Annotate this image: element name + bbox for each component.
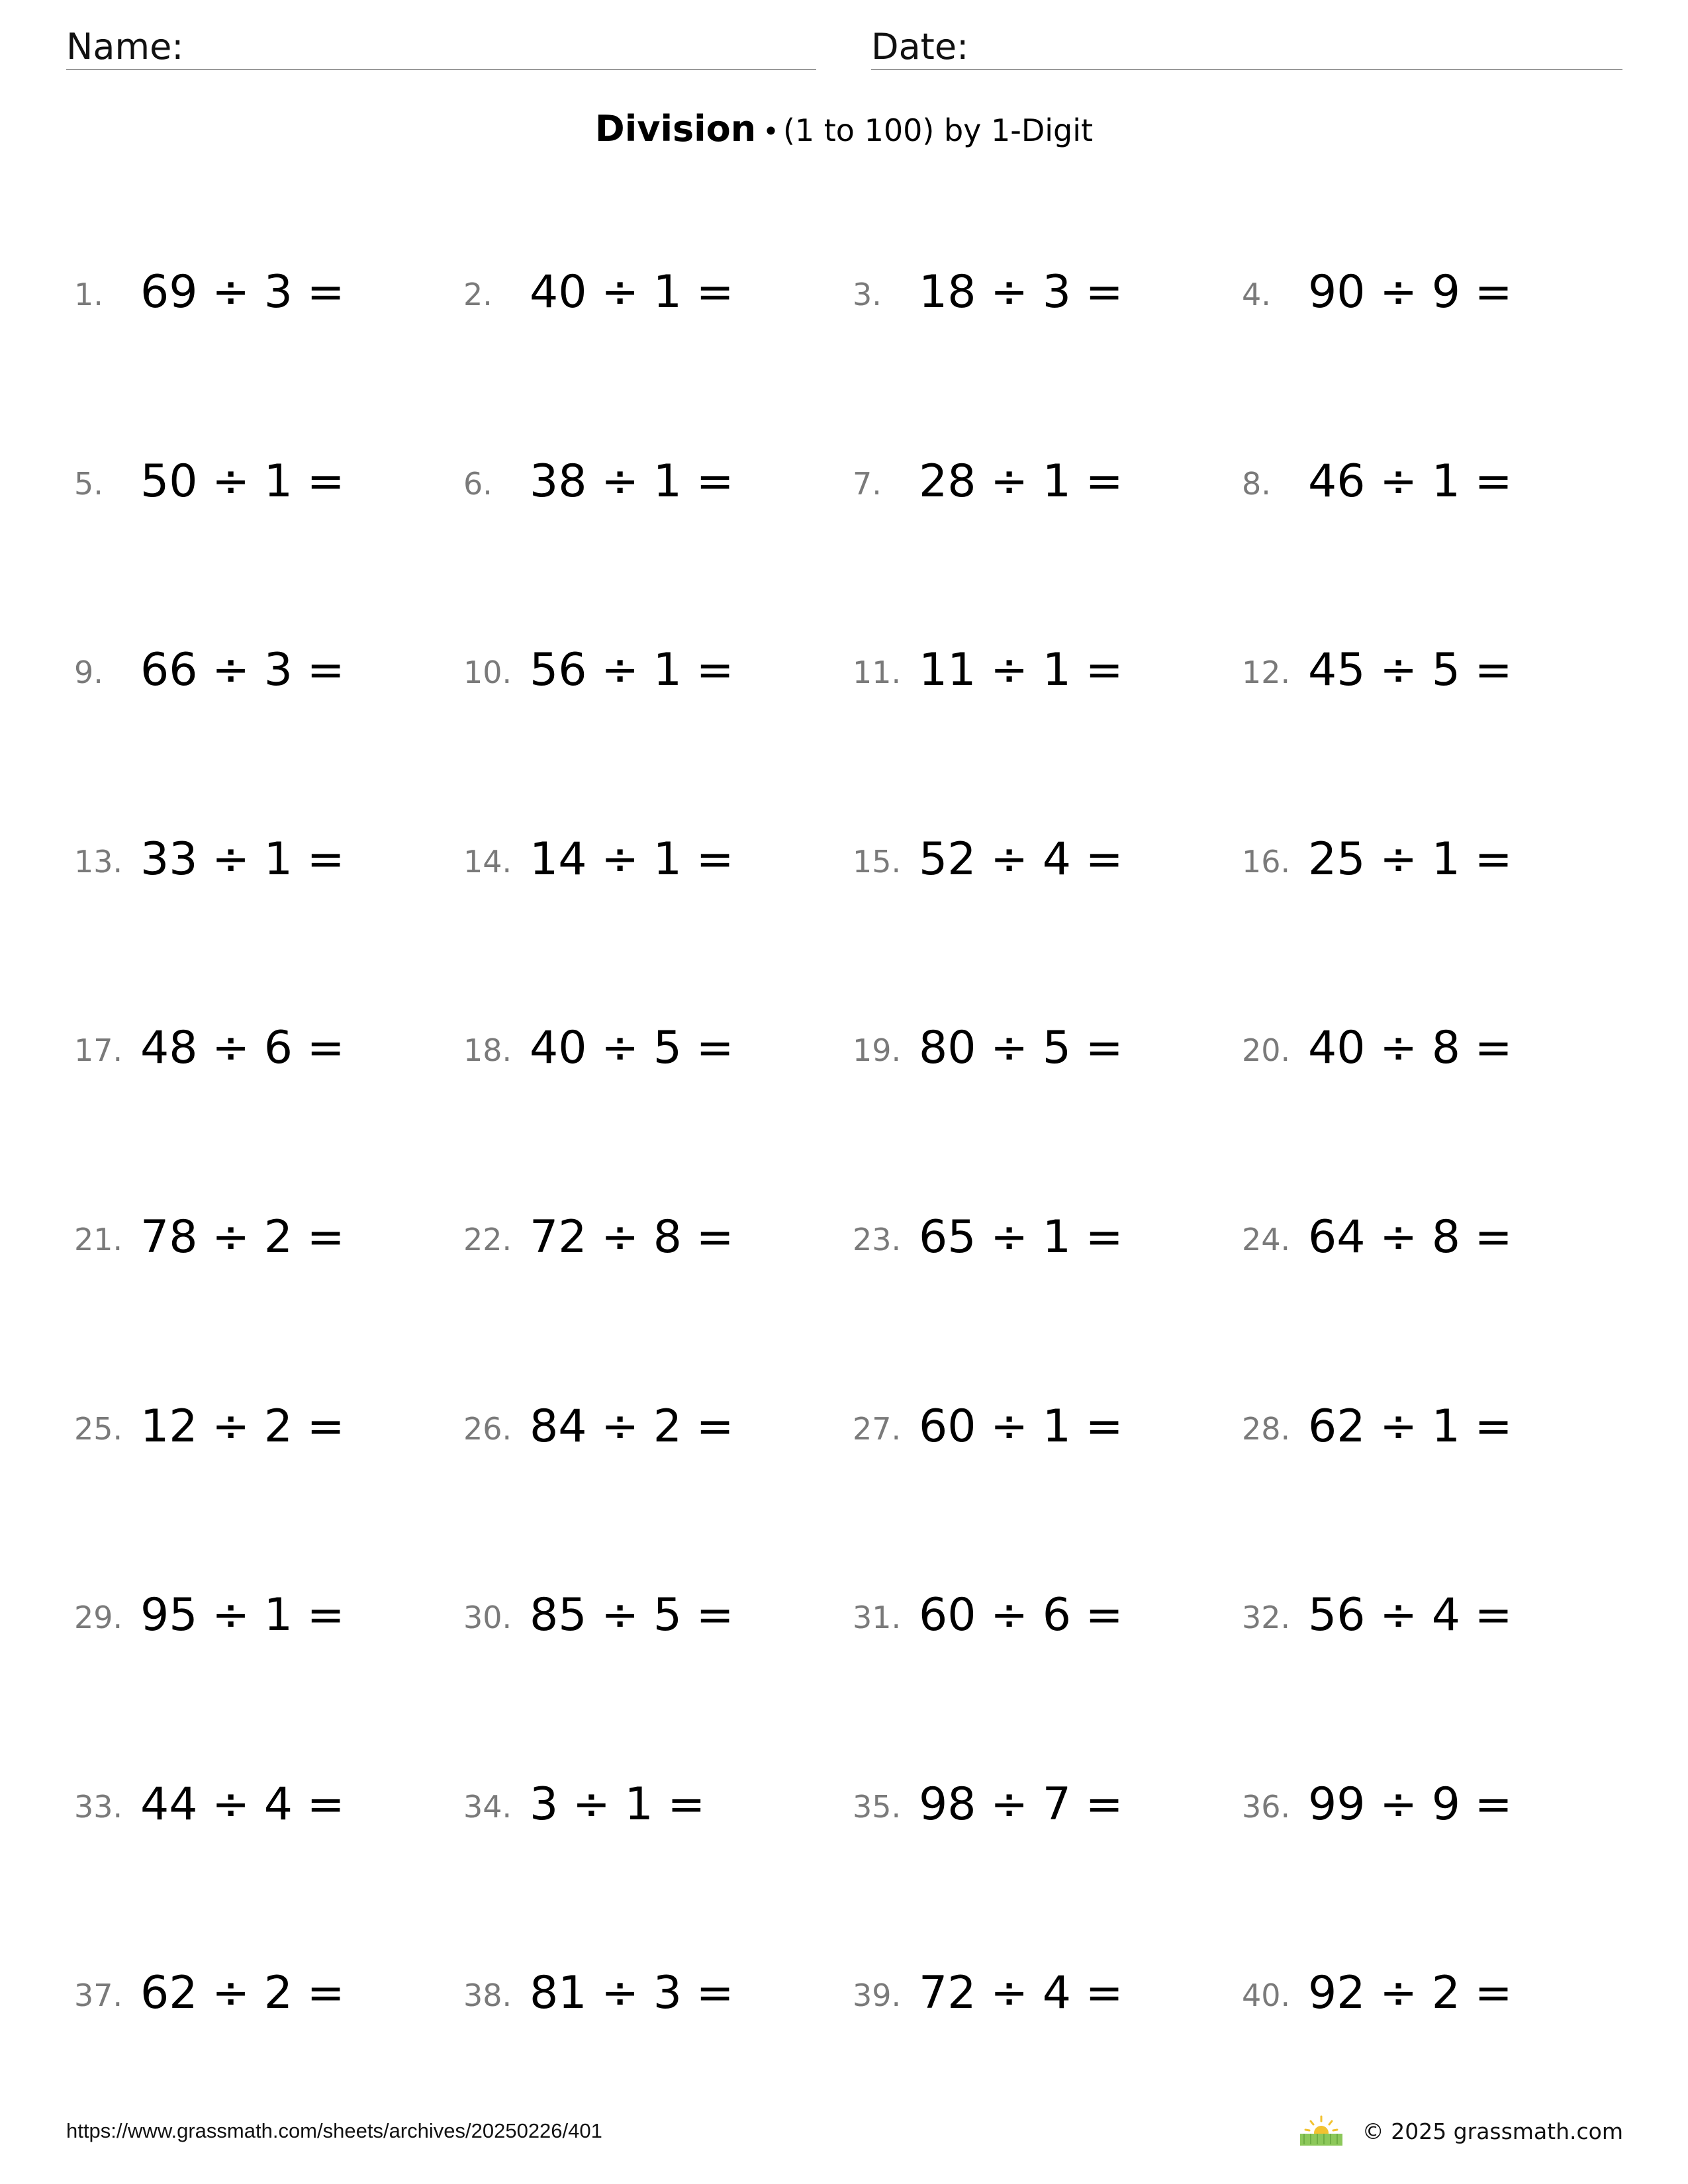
problem-expression: 98 ÷ 7 =: [919, 1778, 1123, 1831]
problem-number: 16.: [1242, 844, 1291, 880]
problem-number: 40.: [1242, 1978, 1291, 2013]
problem-number: 31.: [853, 1600, 902, 1635]
problem-expression: 40 ÷ 1 =: [530, 266, 734, 318]
problem-expression: 84 ÷ 2 =: [530, 1400, 734, 1453]
problem-number: 30.: [463, 1600, 512, 1635]
problem-number: 4.: [1242, 277, 1271, 312]
problem-number: 28.: [1242, 1411, 1291, 1447]
problem-number: 12.: [1242, 655, 1291, 690]
problem-expression: 44 ÷ 4 =: [140, 1778, 345, 1831]
problem-number: 6.: [463, 466, 492, 502]
problem-number: 24.: [1242, 1222, 1291, 1257]
problem-number: 11.: [853, 655, 902, 690]
problem-number: 23.: [853, 1222, 902, 1257]
problem-number: 32.: [1242, 1600, 1291, 1635]
problem-expression: 25 ÷ 1 =: [1308, 833, 1513, 886]
problem-number: 19.: [853, 1032, 902, 1068]
problem-expression: 28 ÷ 1 =: [919, 455, 1123, 508]
problem-expression: 56 ÷ 1 =: [530, 644, 734, 696]
problem-number: 39.: [853, 1978, 902, 2013]
name-field[interactable]: [66, 25, 816, 70]
problem-number: 8.: [1242, 466, 1271, 502]
sun-over-grass-icon: [1299, 2115, 1344, 2147]
problem-number: 2.: [463, 277, 492, 312]
problem-expression: 12 ÷ 2 =: [140, 1400, 345, 1453]
problem-number: 10.: [463, 655, 512, 690]
problem-expression: 81 ÷ 3 =: [530, 1967, 734, 2019]
problem-expression: 50 ÷ 1 =: [140, 455, 345, 508]
title-main: Division: [594, 108, 757, 150]
problem-number: 14.: [463, 844, 512, 880]
problem-expression: 56 ÷ 4 =: [1308, 1589, 1513, 1641]
problem-expression: 38 ÷ 1 =: [530, 455, 734, 508]
title-subtitle: (1 to 100) by 1-Digit: [782, 113, 1094, 148]
problem-number: 18.: [463, 1032, 512, 1068]
problem-expression: 45 ÷ 5 =: [1308, 644, 1513, 696]
problem-expression: 14 ÷ 1 =: [530, 833, 734, 886]
problem-number: 1.: [74, 277, 103, 312]
problem-expression: 66 ÷ 3 =: [140, 644, 345, 696]
date-label: Date:: [871, 26, 969, 68]
problem-expression: 3 ÷ 1 =: [530, 1778, 706, 1831]
problem-number: 34.: [463, 1789, 512, 1825]
problem-number: 7.: [853, 466, 882, 502]
problem-expression: 85 ÷ 5 =: [530, 1589, 734, 1641]
problem-number: 36.: [1242, 1789, 1291, 1825]
problem-expression: 80 ÷ 5 =: [919, 1022, 1123, 1074]
problem-number: 35.: [853, 1789, 902, 1825]
worksheet-title: [0, 106, 1688, 155]
problem-expression: 52 ÷ 4 =: [919, 833, 1123, 886]
problem-expression: 90 ÷ 9 =: [1308, 266, 1513, 318]
footer-copyright: © 2025 grassmath.com: [1362, 2118, 1623, 2144]
title-bullet: •: [763, 115, 779, 148]
problem-number: 21.: [74, 1222, 123, 1257]
problem-number: 26.: [463, 1411, 512, 1447]
problem-number: 13.: [74, 844, 123, 880]
problem-expression: 72 ÷ 4 =: [919, 1967, 1123, 2019]
problem-expression: 72 ÷ 8 =: [530, 1211, 734, 1263]
problem-expression: 78 ÷ 2 =: [140, 1211, 345, 1263]
problem-number: 20.: [1242, 1032, 1291, 1068]
problem-expression: 65 ÷ 1 =: [919, 1211, 1123, 1263]
problem-number: 29.: [74, 1600, 123, 1635]
problem-number: 15.: [853, 844, 902, 880]
problem-expression: 18 ÷ 3 =: [919, 266, 1123, 318]
date-field[interactable]: [871, 25, 1622, 70]
problem-expression: 40 ÷ 5 =: [530, 1022, 734, 1074]
name-label: Name:: [66, 26, 184, 68]
problem-number: 3.: [853, 277, 882, 312]
problem-expression: 11 ÷ 1 =: [919, 644, 1123, 696]
problem-expression: 95 ÷ 1 =: [140, 1589, 345, 1641]
problem-number: 5.: [74, 466, 103, 502]
problem-expression: 60 ÷ 6 =: [919, 1589, 1123, 1641]
problem-expression: 40 ÷ 8 =: [1308, 1022, 1513, 1074]
problem-number: 25.: [74, 1411, 123, 1447]
problem-expression: 62 ÷ 2 =: [140, 1967, 345, 2019]
problem-expression: 62 ÷ 1 =: [1308, 1400, 1513, 1453]
problem-expression: 48 ÷ 6 =: [140, 1022, 345, 1074]
footer-url[interactable]: https://www.grassmath.com/sheets/archives/20250226/401: [66, 2119, 602, 2142]
problem-number: 22.: [463, 1222, 512, 1257]
problem-expression: 92 ÷ 2 =: [1308, 1967, 1513, 2019]
problem-number: 17.: [74, 1032, 123, 1068]
problem-expression: 99 ÷ 9 =: [1308, 1778, 1513, 1831]
problem-number: 33.: [74, 1789, 123, 1825]
problem-number: 38.: [463, 1978, 512, 2013]
problem-number: 9.: [74, 655, 103, 690]
problem-expression: 60 ÷ 1 =: [919, 1400, 1123, 1453]
problem-number: 37.: [74, 1978, 123, 2013]
problem-number: 27.: [853, 1411, 902, 1447]
footer-branding: [1299, 2115, 1623, 2147]
problem-expression: 69 ÷ 3 =: [140, 266, 345, 318]
problem-expression: 33 ÷ 1 =: [140, 833, 345, 886]
problem-expression: 46 ÷ 1 =: [1308, 455, 1513, 508]
problem-expression: 64 ÷ 8 =: [1308, 1211, 1513, 1263]
